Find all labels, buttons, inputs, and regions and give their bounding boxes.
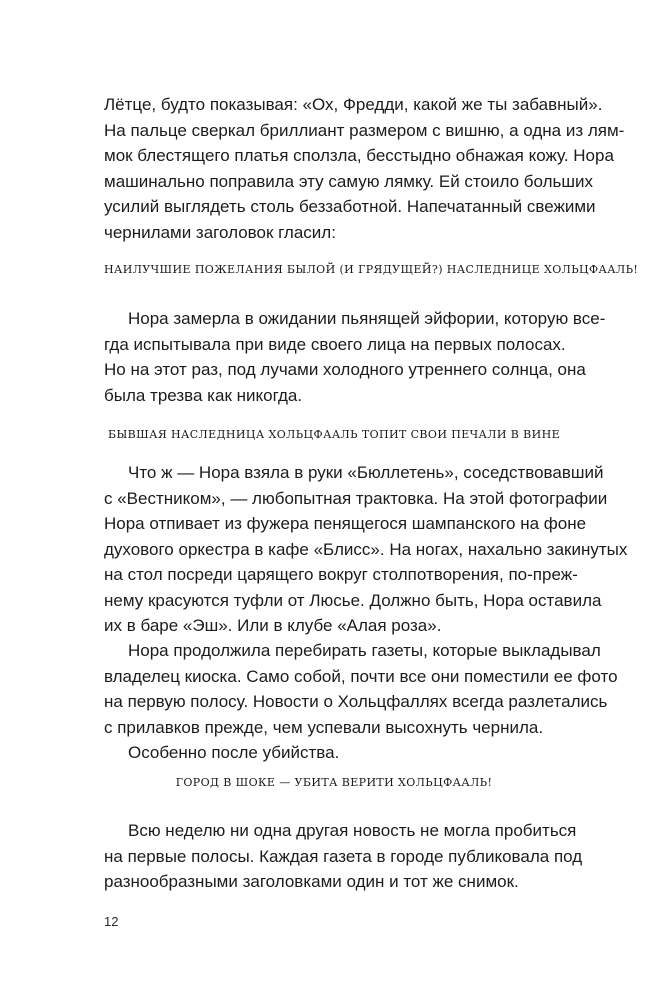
paragraph-line: Нора продолжила перебирать газеты, которые выкладывал <box>128 641 601 660</box>
paragraph-line: На пальце сверкал бриллиант размером с вишню, а одна из лям- <box>104 120 625 140</box>
paragraph-line: с прилавков прежде, чем успевали высохнуть чернила. <box>104 717 544 737</box>
paragraph-5 <box>104 740 564 766</box>
paragraph-line: усилий выглядеть столь беззаботной. Напечатанный свежими <box>104 197 596 216</box>
paragraph-2 <box>104 306 606 408</box>
paragraph-line: Но на этот раз, под лучами холодного утреннего солнца, она <box>104 360 586 379</box>
paragraph-line: с «Вестником», — любопытная трактовка. На этой фотографии <box>104 488 608 508</box>
paragraph-4 <box>104 638 618 740</box>
paragraph-line: Нора замерла в ожидании пьянящей эйфории, которую все- <box>128 309 606 328</box>
paragraph-line: духового оркестра в кафе «Блисс». На ногах, нахально закинутых <box>104 539 628 559</box>
paragraph-3 <box>104 460 628 639</box>
paragraph-line: нему красуются туфли от Люсье. Должно быть, Нора оставила <box>104 590 602 610</box>
paragraph-line: Нора отпивает из фужера пенящегося шампанского на фоне <box>104 514 587 533</box>
newspaper-headline-2: БЫВШАЯ НАСЛЕДНИЦА ХОЛЬЦФААЛЬ ТОПИТ СВОИ ПЕЧАЛИ В ВИНЕ <box>107 428 561 441</box>
paragraph-line: Лётце, будто показывая: «Ох, Фредди, какой же ты забавный». <box>104 95 603 114</box>
paragraph-line: машинально поправила эту самую лямку. Ей стоило больших <box>104 171 593 191</box>
paragraph-line: гда испытывала при виде своего лица на первых полосах. <box>104 334 566 354</box>
newspaper-headline-1: НАИЛУЧШИЕ ПОЖЕЛАНИЯ БЫЛОЙ (И ГРЯДУЩЕЙ?) НАСЛЕДНИЦЕ ХОЛЬЦФААЛЬ! <box>104 263 639 276</box>
paragraph-line: Всю неделю ни одна другая новость не могла пробиться <box>128 821 577 840</box>
paragraph-6 <box>104 818 583 895</box>
newspaper-headline-3: ГОРОД В ШОКЕ — УБИТА ВЕРИТИ ХОЛЬЦФААЛЬ! <box>175 776 493 789</box>
paragraph-line: мок блестящего платья сползла, бесстыдно обнажая кожу. Нора <box>104 146 614 165</box>
paragraph-line: разнообразными заголовками один и тот же снимок. <box>104 872 519 891</box>
paragraph-line: была трезва как никогда. <box>104 385 303 405</box>
paragraph-line: на первые полосы. Каждая газета в городе публиковала под <box>104 846 583 866</box>
paragraph-line: Что ж — Нора взяла в руки «Бюллетень», соседствовавший <box>128 463 604 482</box>
paragraph-line: чернилами заголовок гласил: <box>104 222 336 242</box>
paragraph-line: владелец киоска. Само собой, почти все они поместили ее фото <box>104 666 618 686</box>
paragraph-line: на первую полосу. Новости о Хольцфаллях всегда разлетались <box>104 692 608 711</box>
paragraph-1 <box>104 92 625 245</box>
paragraph-line: на стол посреди царящего вокруг столпотворения, по-преж- <box>104 565 578 584</box>
paragraph-line: их в баре «Эш». Или в клубе «Алая роза». <box>104 616 442 635</box>
paragraph-line: Особенно после убийства. <box>128 743 340 762</box>
page-number: 12 <box>104 914 119 929</box>
